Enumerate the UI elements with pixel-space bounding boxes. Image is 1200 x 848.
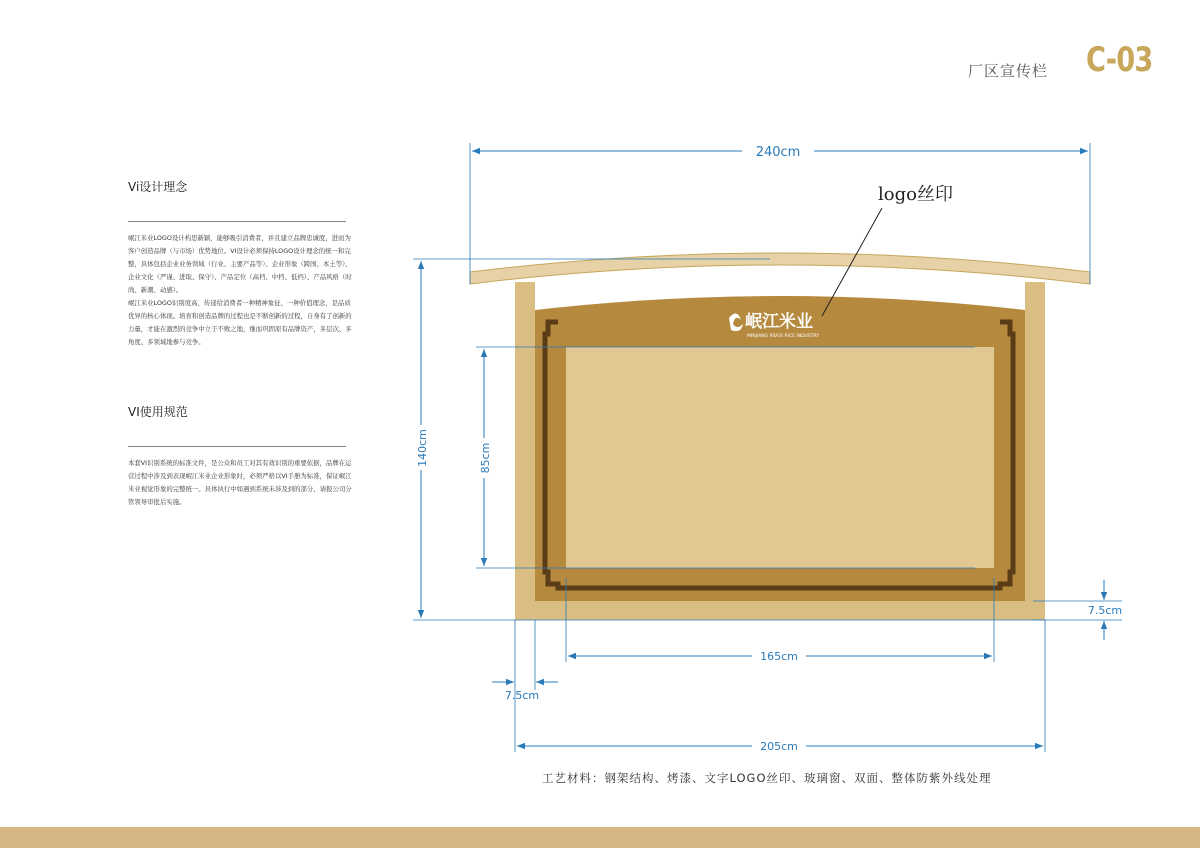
arched-roof	[470, 253, 1090, 284]
dim-frame-width: 205cm	[760, 740, 798, 753]
right-post	[1025, 282, 1045, 620]
dim-post-width: 7.5cm	[504, 689, 540, 702]
materials-note: 工艺材料：钢架结构、烤漆、文字LOGO丝印、玻璃窗、双面、整体防紫外线处理	[542, 771, 992, 785]
dim-base-height: 7.5cm	[1087, 604, 1123, 617]
base-strip	[515, 600, 1045, 620]
page-category-title: 厂区宣传栏	[968, 62, 1049, 80]
paragraph: 岷江米业LOGO设计构思新颖，能够吸引消费者，并且建立品牌忠诚度，进而为客户创造品牌（与市场）优势地位。VI设计必须保持LOGO设计理念的统一和完整，具体包括企业业务领域（行业、主要产品等）、企业形象（跨国、本土等）、企业文化（严谨、进取、保守）、产品定位（高档、中档、低档）、产品风格（时尚、新潮、动感）。	[128, 234, 352, 294]
logo-callout-label: logo丝印	[878, 184, 953, 205]
display-panel	[566, 347, 994, 568]
paragraph: 岷江米业LOGO识别度高，传递给消费者一种精神象征、一种价值理念，是品质优异的核心体现。培育和创造品牌的过程也是不断创新的过程，自身有了创新的力量，才能在激烈的竞争中立于不败之地，继而巩固原有品牌资产，多层次、多角度、多领域地参与竞争。	[128, 299, 352, 346]
brand-subtitle: MINJIANG RIVER RICE INDUSTRY	[747, 334, 820, 339]
section-heading-design-concept: Vi设计理念	[128, 180, 188, 194]
footer-bar	[0, 827, 1200, 848]
paragraph: 本套VI识别系统的标准文件，是公众和员工对其有效识别的重要依据，品牌在运营过程中涉及到表现岷江米业企业形象时，必须严格以VI手册为标准，保证岷江米业视觉形象的完整统一。具体执行中如遇到系统未涉及到的部分，请报公司分管领导审批后实施。	[128, 459, 352, 506]
dim-panel-height: 85cm	[479, 442, 492, 474]
dim-overall-width: 240cm	[755, 145, 801, 160]
brand-name: 岷江米业	[745, 312, 813, 332]
dim-panel-width: 165cm	[760, 650, 798, 663]
left-post	[515, 282, 535, 620]
section-heading-usage-standards: VI使用规范	[128, 405, 188, 419]
page-code: C-03	[1086, 40, 1153, 80]
dim-overall-height: 140cm	[416, 429, 429, 467]
